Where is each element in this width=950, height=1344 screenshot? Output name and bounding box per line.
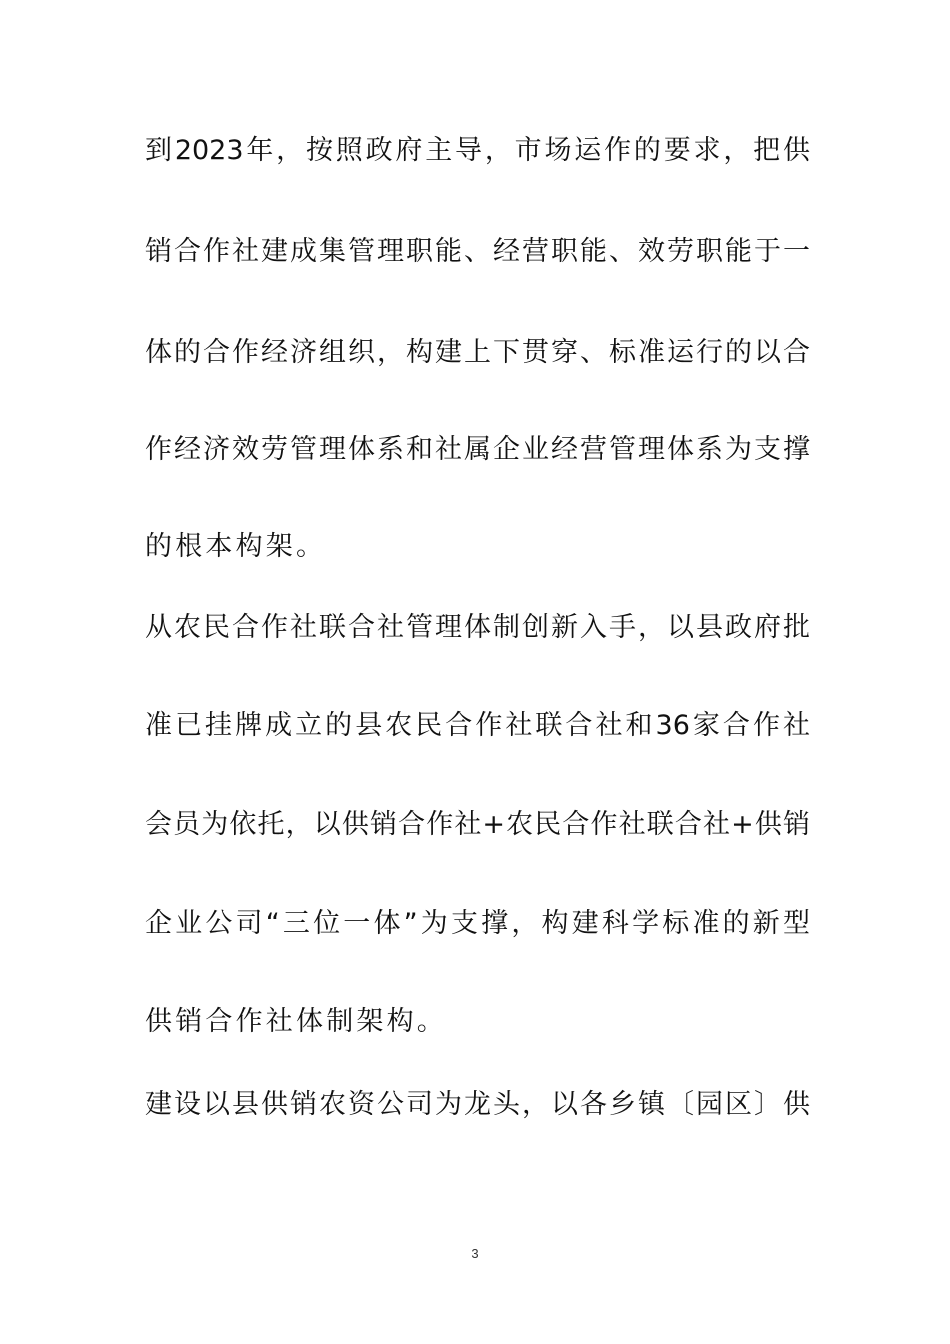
- text-line-3: 体的合作经济组织，构建上下贯穿、标准运行的以合: [145, 337, 810, 368]
- text-line-9: 企业公司“三位一体”为支撑，构建科学标准的新型: [145, 908, 810, 939]
- text-line-10: 供销合作社体制架构。: [145, 1006, 447, 1037]
- text-line-7: 准已挂牌成立的县农民合作社联合社和36家合作社: [145, 710, 810, 741]
- text-line-2: 销合作社建成集管理职能、经营职能、效劳职能于一: [145, 236, 810, 267]
- text-line-4: 作经济效劳管理体系和社属企业经营管理体系为支撑: [145, 434, 810, 465]
- text-line-8: 会员为依托，以供销合作社+农民合作社联合社+供销: [145, 809, 810, 840]
- text-line-1: 到2023年，按照政府主导，市场运作的要求，把供: [145, 135, 810, 166]
- text-line-11: 建设以县供销农资公司为龙头，以各乡镇〔园区〕供: [145, 1089, 810, 1120]
- page-number: 3: [471, 1246, 479, 1261]
- text-line-6: 从农民合作社联合社管理体制创新入手，以县政府批: [145, 612, 810, 643]
- text-line-5: 的根本构架。: [145, 531, 327, 562]
